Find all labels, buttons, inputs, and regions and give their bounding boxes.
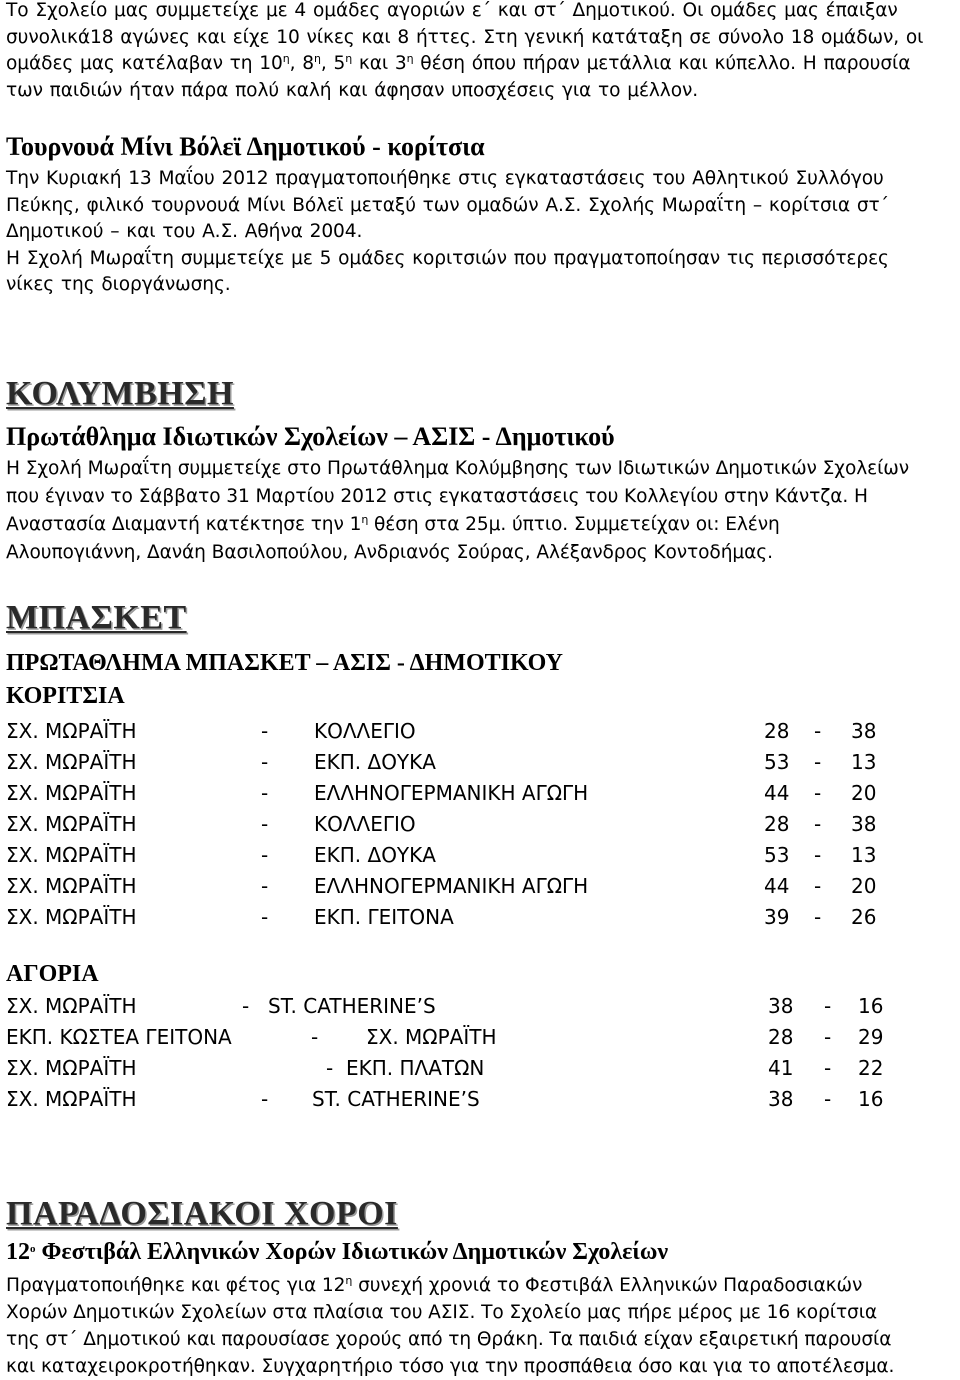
result-s1: 44 — [764, 874, 790, 898]
dances-line: Χορών Δημοτικών Σχολείων στα πλαίσια του ΑΣΙΣ. Το Σχολείο μας πήρε μέρος με 16 κορίτσια — [6, 1302, 878, 1323]
dances-line: και καταχειροκροτήθηκαν. Συγχαρητήριο τόσο για την προσπάθεια όσο και για το αποτέλεσμα. — [6, 1356, 895, 1377]
result-home: ΣΧ. ΜΩΡΑΪΤΗ — [6, 719, 137, 743]
result-dash: - — [261, 905, 269, 929]
result-dash: - — [242, 994, 250, 1018]
volley-line: νίκες της διοργάνωσης. — [6, 274, 231, 295]
result-sep: - — [824, 994, 832, 1018]
result-away: ΕΚΠ. ΔΟΥΚΑ — [314, 750, 436, 774]
result-sep: - — [814, 843, 822, 867]
result-sep: - — [824, 1025, 832, 1049]
result-row — [6, 716, 956, 747]
result-dash: - — [326, 1056, 334, 1080]
basket-heading: ΠΡΩΤΑΘΛΗΜΑ ΜΠΑΣΚΕΤ – ΑΣΙΣ - ΔΗΜΟΤΙΚΟΥ — [6, 650, 563, 676]
result-s1: 44 — [764, 781, 790, 805]
result-s2: 26 — [851, 905, 877, 929]
basket-boys-heading: ΑΓΟΡΙΑ — [6, 961, 99, 987]
boys-results-table — [6, 991, 956, 1115]
result-away: ΚΟΛΛΕΓΙΟ — [314, 719, 416, 743]
result-dash: - — [261, 874, 269, 898]
intro-line: ομάδες μας κατέλαβαν τη $10^\eta$, $8^\eta$, $5^\eta$ και $3^\eta$ θέση όπου πήραν μετάλλια και κύπελλο. Η παρουσία — [6, 52, 911, 74]
result-away: ΕΛΛΗΝΟΓΕΡΜΑΝΙΚΗ ΑΓΩΓΗ — [314, 781, 589, 805]
result-away: ΕΚΠ. ΠΛΑΤΩΝ — [346, 1056, 485, 1080]
dances-line: Πραγματοποιήθηκε και φέτος για $12^\eta$ συνεχή χρονιά το Φεστιβάλ Ελληνικών Παραδοσιακών — [6, 1274, 863, 1296]
result-away: ΚΟΛΛΕΓΙΟ — [314, 812, 416, 836]
intro-line: συνολικά18 αγώνες και είχε 10 νίκες και 8 ήττες. Στη γενική κατάταξη σε σύνολο 18 ομάδων, οι — [6, 26, 924, 48]
result-home: ΣΧ. ΜΩΡΑΪΤΗ — [6, 812, 137, 836]
volley-line: Δημοτικού – και του Α.Σ. Αθήνα 2004. — [6, 221, 363, 242]
result-row — [6, 809, 956, 840]
result-away: ΣΧ. ΜΩΡΑΪΤΗ — [366, 1025, 497, 1049]
result-s1: 28 — [768, 1025, 794, 1049]
result-away: ΕΚΠ. ΔΟΥΚΑ — [314, 843, 436, 867]
swimming-line: που έγιναν το Σάββατο 31 Μαρτίου 2012 στις εγκαταστάσεις του Κολλεγίου στην Κάντζα. Η — [6, 486, 868, 507]
result-dash: - — [311, 1025, 319, 1049]
result-home: ΕΚΠ. ΚΩΣΤΕΑ ΓΕΙΤΟΝΑ — [6, 1025, 232, 1049]
basket-section-title: ΜΠΑΣΚΕΤ — [6, 599, 187, 636]
result-row — [6, 1053, 956, 1084]
result-s2: 20 — [851, 874, 877, 898]
result-dash: - — [261, 719, 269, 743]
result-dash: - — [261, 1087, 269, 1111]
result-s1: 38 — [768, 994, 794, 1018]
result-home: ΣΧ. ΜΩΡΑΪΤΗ — [6, 994, 137, 1018]
result-s2: 16 — [858, 1087, 884, 1111]
intro-line: Το Σχολείο μας συμμετείχε με 4 ομάδες αγοριών ε΄ και στ΄ Δημοτικού. Οι ομάδες μας έπαιξαν — [6, 0, 898, 21]
result-s2: 13 — [851, 843, 877, 867]
result-dash: - — [261, 843, 269, 867]
result-dash: - — [261, 781, 269, 805]
result-away: ΕΚΠ. ΓΕΙΤΟΝΑ — [314, 905, 454, 929]
result-row — [6, 778, 956, 809]
result-s1: 28 — [764, 719, 790, 743]
result-home: ΣΧ. ΜΩΡΑΪΤΗ — [6, 750, 137, 774]
result-sep: - — [814, 781, 822, 805]
result-away: ST. CATHERINE’S — [312, 1087, 480, 1111]
result-s2: 20 — [851, 781, 877, 805]
intro-line: των παιδιών ήταν πάρα πολύ καλή και άφησαν υποσχέσεις για το μέλλον. — [6, 79, 699, 101]
volley-line: Η Σχολή Μωραΐτη συμμετείχε με 5 ομάδες κοριτσιών που πραγματοποίησαν τις περισσότερες — [6, 247, 889, 269]
result-sep: - — [824, 1087, 832, 1111]
result-dash: - — [261, 750, 269, 774]
dances-section-title: ΠΑΡΑΔΟΣΙΑΚΟΙ ΧΟΡΟΙ — [6, 1195, 398, 1232]
result-row — [6, 1084, 956, 1115]
result-s2: 38 — [851, 812, 877, 836]
result-s1: 28 — [764, 812, 790, 836]
volley-heading: Τουρνουά Μίνι Βόλεϊ Δημοτικού - κορίτσια — [6, 132, 485, 161]
result-row — [6, 840, 956, 871]
result-home: ΣΧ. ΜΩΡΑΪΤΗ — [6, 843, 137, 867]
swimming-paragraph — [6, 455, 909, 567]
result-s1: 53 — [764, 750, 790, 774]
result-home: ΣΧ. ΜΩΡΑΪΤΗ — [6, 905, 137, 929]
result-dash: - — [261, 812, 269, 836]
result-away: ST. CATHERINE’S — [268, 994, 436, 1018]
result-home: ΣΧ. ΜΩΡΑΪΤΗ — [6, 874, 137, 898]
volley-line: Πεύκης, φιλικό τουρνουά Μίνι Βόλεϊ μεταξύ των ομαδών Α.Σ. Σχολής Μωραΐτη – κορίτσια στ΄ — [6, 194, 889, 216]
result-s2: 38 — [851, 719, 877, 743]
result-row — [6, 747, 956, 778]
result-home: ΣΧ. ΜΩΡΑΪΤΗ — [6, 1087, 137, 1111]
swimming-section-title: ΚΟΛΥΜΒΗΣΗ — [6, 375, 234, 412]
result-s2: 29 — [858, 1025, 884, 1049]
result-home: ΣΧ. ΜΩΡΑΪΤΗ — [6, 781, 137, 805]
intro-paragraph — [6, 0, 923, 104]
result-sep: - — [814, 905, 822, 929]
result-row — [6, 1022, 956, 1053]
basket-girls-heading: ΚΟΡΙΤΣΙΑ — [6, 683, 125, 709]
result-s2: 13 — [851, 750, 877, 774]
result-row — [6, 902, 956, 933]
result-home: ΣΧ. ΜΩΡΑΪΤΗ — [6, 1056, 137, 1080]
result-s2: 16 — [858, 994, 884, 1018]
dances-line: της στ΄ Δημοτικού και παρουσίασε χορούς από τη Θράκη. Τα παιδιά είχαν εξαιρετική παρουσία — [6, 1329, 892, 1350]
result-s1: 39 — [764, 905, 790, 929]
dances-heading: $12^o$ Φεστιβάλ Ελληνικών Χορών Ιδιωτικών Δημοτικών Σχολείων — [6, 1239, 669, 1265]
result-away: ΕΛΛΗΝΟΓΕΡΜΑΝΙΚΗ ΑΓΩΓΗ — [314, 874, 589, 898]
result-s2: 22 — [858, 1056, 884, 1080]
result-row — [6, 871, 956, 902]
result-sep: - — [814, 812, 822, 836]
volley-line: Την Κυριακή 13 Μαΐου 2012 πραγματοποιήθηκε στις εγκαταστάσεις του Αθλητικού Συλλόγου — [6, 168, 884, 189]
result-sep: - — [814, 874, 822, 898]
result-sep: - — [824, 1056, 832, 1080]
result-s1: 41 — [768, 1056, 794, 1080]
result-sep: - — [814, 719, 822, 743]
volley-paragraph — [6, 166, 889, 299]
swimming-line: Αναστασία Διαμαντή κατέκτησε την $1^\eta$ θέση στα 25μ. ύπτιο. Συμμετείχαν οι: Ελένη — [6, 513, 780, 535]
result-sep: - — [814, 750, 822, 774]
result-s1: 53 — [764, 843, 790, 867]
result-row — [6, 991, 956, 1022]
result-s1: 38 — [768, 1087, 794, 1111]
swimming-line: Αλουπογιάννη, Δανάη Βασιλοπούλου, Ανδριανός Σούρας, Αλέξανδρος Κοντοδήμας. — [6, 542, 773, 563]
swimming-line: Η Σχολή Μωραΐτη συμμετείχε στο Πρωτάθλημα Κολύμβησης των Ιδιωτικών Δημοτικών Σχολείων — [6, 458, 910, 479]
swimming-heading: Πρωτάθλημα Ιδιωτικών Σχολείων – ΑΣΙΣ - Δημοτικού — [6, 422, 615, 451]
girls-results-table — [6, 716, 956, 933]
dances-paragraph — [6, 1272, 894, 1380]
